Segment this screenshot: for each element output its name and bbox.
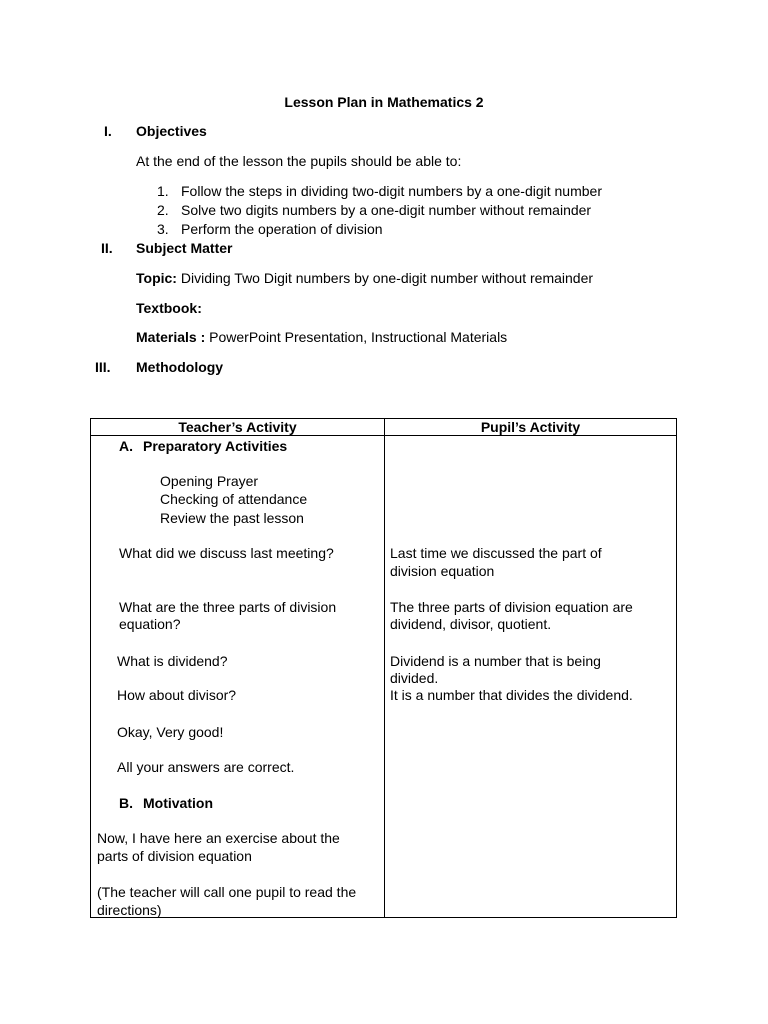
header-pupil-activity: Pupil’s Activity <box>480 419 581 435</box>
objective-item: Follow the steps in dividing two-digit numbers by a one-digit number <box>181 183 602 199</box>
pupil-answer: It is a number that divides the dividend. <box>390 687 633 703</box>
teacher-question: What did we discuss last meeting? <box>119 545 334 561</box>
bullet-text: Review the past lesson <box>160 510 304 526</box>
topic-label: Topic: <box>136 270 177 286</box>
motivation-letter: B. <box>119 795 133 811</box>
materials-label: Materials : <box>136 329 206 345</box>
pupil-answer: divided. <box>390 670 439 686</box>
teacher-remark: All your answers are correct. <box>117 759 295 775</box>
materials-value: PowerPoint Presentation, Instructional Materials <box>209 329 508 345</box>
subject-matter-numeral: II. <box>101 240 113 256</box>
teacher-question: What is dividend? <box>117 653 228 669</box>
bullet-text: Checking of attendance <box>160 491 308 507</box>
header-teacher-activity: Teacher’s Activity <box>178 419 297 435</box>
materials-line <box>136 329 507 346</box>
teacher-remark: Okay, Very good! <box>117 724 224 740</box>
bullet-item <box>146 491 307 508</box>
bullet-text: Opening Prayer <box>160 473 259 489</box>
page-title: Lesson Plan in Mathematics 2 <box>284 94 484 110</box>
objective-number: 1. <box>157 183 169 199</box>
methodology-heading: Methodology <box>136 359 224 375</box>
pupil-answer: The three parts of division equation are <box>390 599 633 615</box>
objectives-intro: At the end of the lesson the pupils should be able to: <box>136 153 462 169</box>
subject-matter-heading: Subject Matter <box>136 240 233 256</box>
bullet-item <box>146 473 258 490</box>
objective-item: Solve two digits numbers by a one-digit number without remainder <box>181 202 592 218</box>
textbook-label: Textbook: <box>136 300 202 316</box>
teacher-question: equation? <box>119 616 181 632</box>
activity-table <box>90 418 677 918</box>
teacher-statement: (The teacher will call one pupil to read the <box>97 884 357 900</box>
objectives-heading: Objectives <box>136 123 207 139</box>
teacher-statement: directions) <box>97 902 162 918</box>
objective-item: Perform the operation of division <box>181 221 383 237</box>
topic-line <box>136 270 593 287</box>
pupil-answer: dividend, divisor, quotient. <box>390 616 552 632</box>
objective-number: 3. <box>157 221 169 237</box>
column-divider <box>384 419 385 917</box>
teacher-statement: parts of division equation <box>97 848 252 864</box>
objectives-numeral: I. <box>104 123 112 139</box>
pupil-answer: Last time we discussed the part of <box>390 545 602 561</box>
motivation-heading: Motivation <box>143 795 213 811</box>
header-divider <box>91 435 676 436</box>
pupil-answer: Dividend is a number that is being <box>390 653 601 669</box>
teacher-question: What are the three parts of division <box>119 599 337 615</box>
topic-value: Dividing Two Digit numbers by one-digit number without remainder <box>180 270 594 286</box>
objective-number: 2. <box>157 202 169 218</box>
methodology-numeral: III. <box>95 359 111 375</box>
teacher-statement: Now, I have here an exercise about the <box>97 830 340 846</box>
preparatory-heading: Preparatory Activities <box>143 438 288 454</box>
pupil-answer: division equation <box>390 563 495 579</box>
bullet-item <box>146 510 304 527</box>
preparatory-letter: A. <box>119 438 133 454</box>
teacher-question: How about divisor? <box>117 687 237 703</box>
